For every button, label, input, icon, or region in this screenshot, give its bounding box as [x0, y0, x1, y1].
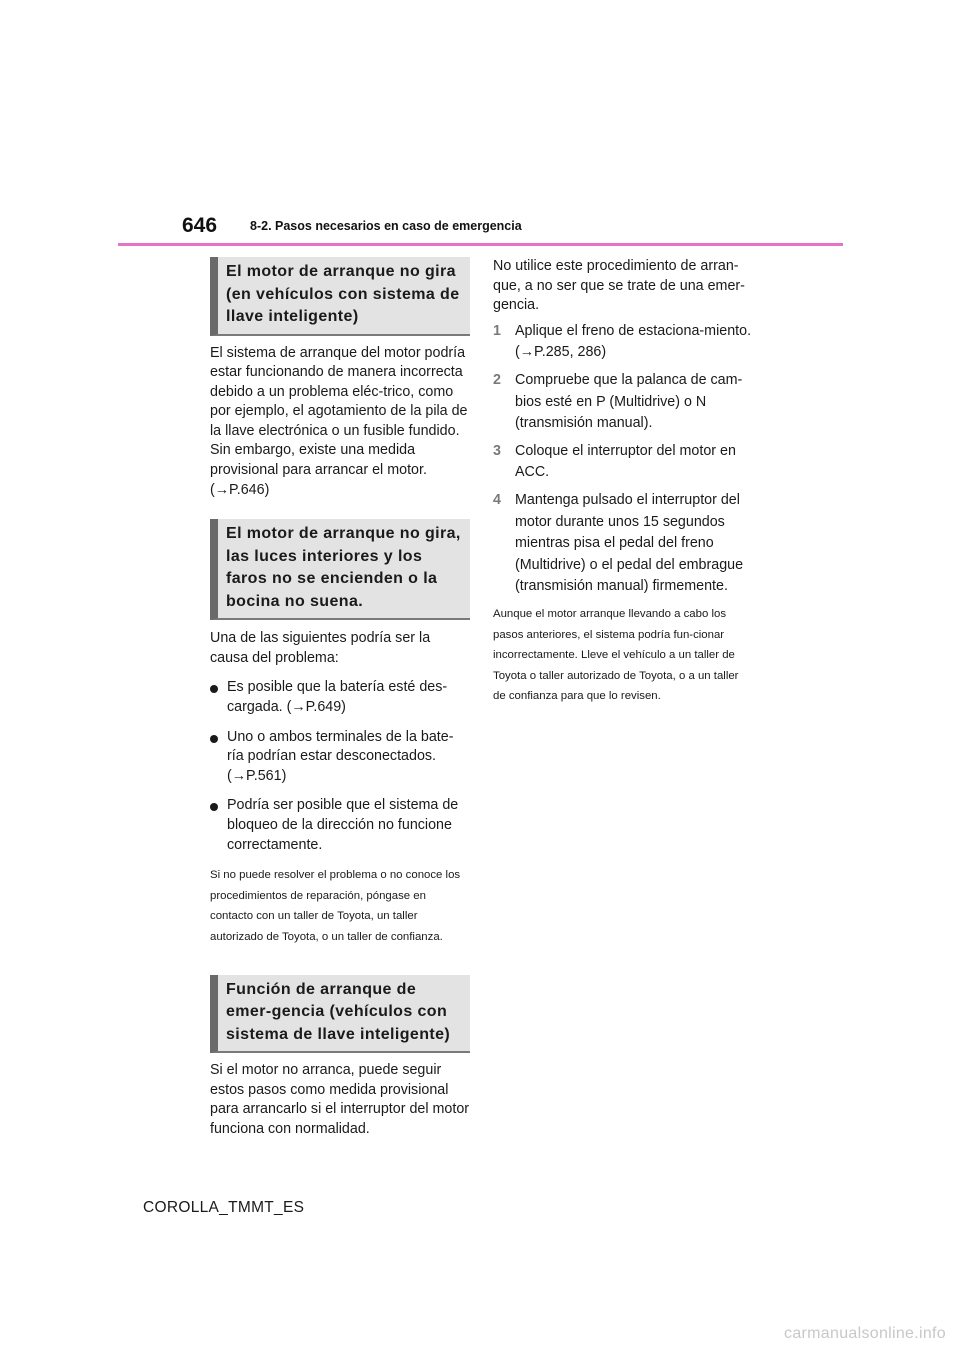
- step-text: Mantenga pulsado el interruptor del motor durante unos 15 segundos mientras pisa el pedal del freno (Multidrive) o el pedal del embrague (transmisión manual) firmemente.: [515, 491, 744, 595]
- right-column: [493, 257, 753, 707]
- document-code: COROLLA_TMMT_ES: [143, 1199, 305, 1216]
- bullet-icon: [210, 685, 218, 693]
- paragraph-starter-system: El sistema de arranque del motor podría estar funcionando de manera incorrecta debido a un problema eléc-trico, como por ejemplo, el agotamiento de la pila de la llave electrónica o un fusible fundido. Sin embargo, existe una medida provisional para arrancar el motor. (→P.646): [210, 344, 468, 498]
- step-number: 4: [493, 491, 501, 508]
- step-item: [493, 441, 753, 484]
- bullet-text: Uno o ambos terminales de la bate-ría podrían estar desconectados. (→P.561): [227, 728, 454, 784]
- bullet-text: Podría ser posible que el sistema de bloqueo de la dirección no funcione correctamente.: [227, 797, 459, 853]
- step-number: 1: [493, 322, 501, 339]
- step-number: 3: [493, 442, 501, 459]
- heading-starter-not-turning: El motor de arranque no gira (en vehículos con sistema de llave inteligente): [210, 257, 470, 336]
- list-item: [210, 796, 470, 855]
- page-number: 646: [182, 214, 218, 237]
- bullet-icon: [210, 735, 218, 743]
- list-item: [210, 728, 470, 787]
- paragraph-possible-causes: Una de las siguientes podría ser la causa del problema:: [210, 630, 431, 666]
- paragraph-emergency-only: No utilice este procedimiento de arran-que, a no ser que se trate de una emer-gencia.: [493, 258, 745, 314]
- step-number: 2: [493, 371, 501, 388]
- list-item: [210, 678, 470, 717]
- bullet-text: Es posible que la batería esté des-cargada. (→P.649): [227, 679, 448, 716]
- step-item: [493, 490, 753, 598]
- cause-list: [210, 678, 470, 855]
- left-column: [210, 257, 470, 1139]
- paragraph-emergency-start: Si el motor no arranca, puede seguir estos pasos como medida provisional para arrancarlo si el interruptor del motor funciona con normalidad.: [210, 1062, 470, 1137]
- step-item: [493, 370, 753, 435]
- heading-emergency-start: Función de arranque de emer-gencia (vehículos con sistema de llave inteligente): [210, 975, 470, 1054]
- bullet-icon: [210, 803, 218, 811]
- step-list: [493, 321, 753, 598]
- step-text: Aplique el freno de estaciona-miento. (→P.285, 286): [515, 322, 752, 361]
- step-text: Compruebe que la palanca de cam-bios esté en P (Multidrive) o N (transmisión manual).: [515, 371, 743, 432]
- header-rule: [118, 243, 843, 246]
- note-contact-workshop: Si no puede resolver el problema o no conoce los procedimientos de reparación, póngase en contacto con un taller de Toyota, un taller autorizado de Toyota, o un taller de confianza.: [210, 869, 461, 943]
- watermark: carmanualsonline.info: [784, 1325, 946, 1342]
- section-title: 8-2. Pasos necesarios en caso de emergencia: [250, 219, 522, 233]
- step-item: [493, 321, 753, 364]
- step-text: Coloque el interruptor del motor en ACC.: [515, 442, 736, 481]
- heading-no-lights-no-horn: El motor de arranque no gira, las luces interiores y los faros no se encienden o la bocina no suena.: [210, 519, 470, 620]
- note-system-check: Aunque el motor arranque llevando a cabo los pasos anteriores, el sistema podría fun-cionar incorrectamente. Lleve el vehículo a un taller de Toyota o taller autorizado de Toyota, o a un taller de confianza para que lo revisen.: [493, 607, 739, 703]
